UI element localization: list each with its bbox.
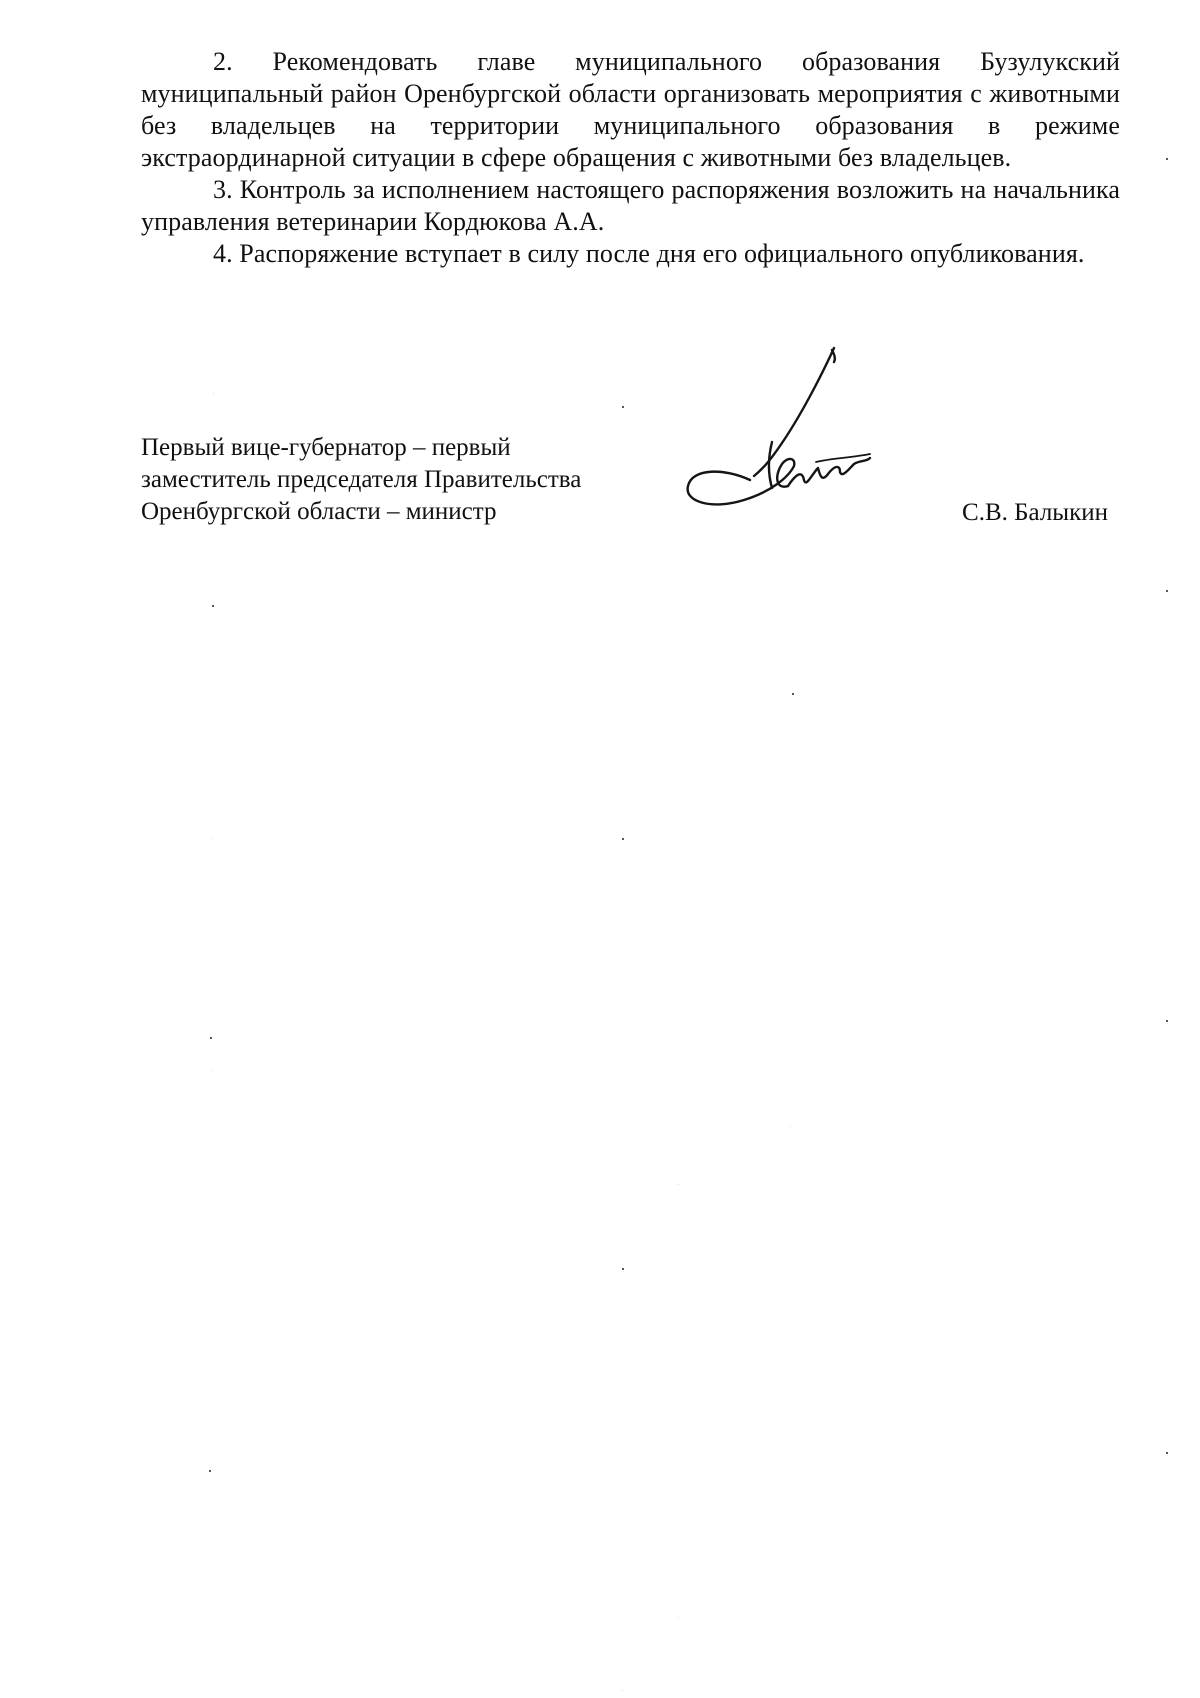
document-body: [141, 46, 1120, 270]
scan-speck: [211, 838, 212, 839]
paragraph-3: 3. Контроль за исполнением настоящего распоряжения возложить на начальника управления ветеринарии Кордюкова А.А.: [141, 175, 1120, 236]
scan-speck: [790, 1126, 791, 1127]
handwritten-signature: [684, 340, 874, 520]
scan-speck: [1166, 1452, 1168, 1454]
scan-speck: [622, 406, 624, 408]
scan-speck: [622, 838, 624, 840]
scan-speck: [211, 1070, 212, 1071]
scan-speck: [622, 1690, 623, 1691]
position-line: заместитель председателя Правительства: [141, 466, 582, 493]
scan-speck: [210, 1037, 212, 1039]
scan-speck: [213, 393, 214, 394]
position-line: Первый вице-губернатор – первый: [141, 434, 511, 461]
scan-speck: [678, 1617, 679, 1618]
scan-speck: [792, 693, 794, 695]
scan-speck: [212, 605, 214, 607]
scan-speck: [1166, 1020, 1168, 1022]
scan-speck: [678, 1184, 679, 1185]
position-line: Оренбургской области – министр: [141, 498, 497, 525]
paragraph-4: 4. Распоряжение вступает в силу после дня его официального опубликования.: [213, 239, 1085, 268]
signatory-position: [141, 432, 581, 528]
scan-speck: [1166, 158, 1168, 160]
scan-speck: [209, 1470, 211, 1472]
scan-speck: [622, 1268, 624, 1270]
signatory-name: С.В. Балыкин: [962, 499, 1108, 526]
paragraph-2: 2. Рекомендовать главе муниципального образования Бузулукский муниципальный район Оренбургской области организовать мероприятия с животными без владельцев на территории муниципального образования в режиме экстраординарной ситуации в сфере обращения с животными без владельцев.: [141, 47, 1120, 172]
scan-speck: [1166, 590, 1168, 592]
